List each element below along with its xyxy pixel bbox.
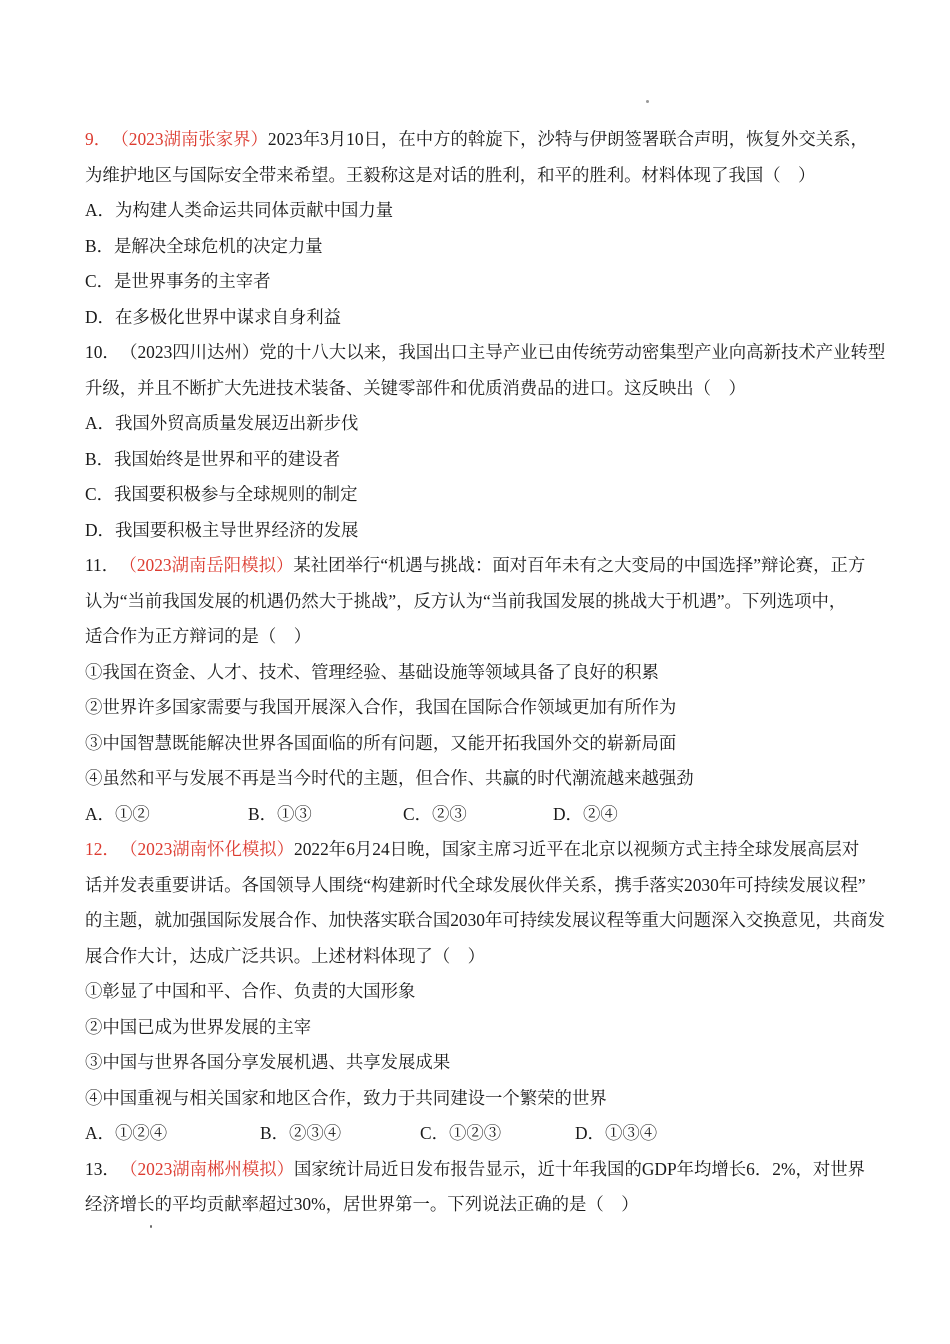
question-9 [85, 122, 895, 335]
stem-line: 的主题，就加强国际发展合作、加快落实联合国2030年可持续发展议程等重大问题深入交换意见，共商发 [85, 910, 885, 930]
answer-choice-d: D．①③④ [575, 1123, 658, 1143]
option-line-b: B．我国始终是世界和平的建设者 [85, 448, 341, 469]
stem-line [85, 335, 895, 371]
sub-option-line-4: ④虽然和平与发展不再是当今时代的主题，但合作、共赢的时代潮流越来越强劲 [85, 768, 694, 788]
question-source: （2023湖南岳阳模拟） [128, 555, 294, 575]
question-number: 9． [85, 129, 112, 149]
question-number: 13． [85, 1158, 120, 1179]
sub-option-line-2: ②世界许多国家需要与我国开展深入合作，我国在国际合作领域更加有所作为 [85, 697, 677, 717]
stem-line [85, 548, 895, 584]
stem-text: 某社团举行“机遇与挑战：面对百年未有之大变局的中国选择”辩论赛，正方 [293, 555, 866, 575]
option-line-b: B．是解决全球危机的决定力量 [85, 235, 323, 256]
page-speck [646, 100, 649, 103]
stem-line: 话并发表重要讲话。各国领导人围绕“构建新时代全球发展伙伴关系，携手落实2030年可持续发展议程” [85, 874, 866, 895]
answer-choice-c: C．①②③ [420, 1123, 502, 1143]
answer-choices-row [85, 1116, 895, 1152]
stem-line [85, 1152, 895, 1188]
stem-line: 适合作为正方辩词的是（ ） [85, 626, 312, 646]
option-line-c: C．我国要积极参与全球规则的制定 [85, 484, 358, 504]
question-source: （2023湖南郴州模拟） [128, 1158, 295, 1179]
answer-choice-b: B．①③ [248, 803, 312, 824]
question-12 [85, 832, 895, 1152]
question-10 [85, 335, 895, 548]
question-11 [85, 548, 895, 832]
question-number: 12． [85, 839, 120, 859]
sub-option-line-1: ①我国在资金、人才、技术、管理经验、基础设施等领域具备了良好的积累 [85, 661, 659, 682]
option-line-d: D．我国要积极主导世界经济的发展 [85, 519, 359, 540]
option-line-a: A．为构建人类命运共同体贡献中国力量 [85, 200, 394, 220]
question-source: （2023湖南怀化模拟） [128, 839, 295, 859]
sub-option-line-3: ③中国与世界各国分享发展机遇、共享发展成果 [85, 1052, 451, 1072]
answer-choice-a: A．①②④ [85, 1123, 168, 1143]
sub-option-line-1: ①彰显了中国和平、合作、负责的大国形象 [85, 981, 416, 1001]
stem-text: 2023年3月10日，在中方的斡旋下，沙特与伊朗签署联合声明，恢复外交关系， [267, 129, 868, 149]
question-13 [85, 1152, 895, 1223]
stem-line: 经济增长的平均贡献率超过30%，居世界第一。下列说法正确的是（ ） [85, 1194, 639, 1214]
sub-option-line-2: ②中国已成为世界发展的主宰 [85, 1016, 312, 1037]
stem-line: 展合作大计，达成广泛共识。上述材料体现了（ ） [85, 945, 485, 966]
sub-option-line-4: ④中国重视与相关国家和地区合作，致力于共同建设一个繁荣的世界 [85, 1087, 607, 1108]
answer-choices-row [85, 797, 895, 833]
question-number: 10． [85, 342, 120, 362]
stem-line [85, 122, 895, 158]
answer-choice-c: C．②③ [403, 803, 467, 824]
answer-choice-d: D．②④ [553, 803, 618, 824]
stem-line: 升级，并且不断扩大先进技术装备、关键零部件和优质消费品的进口。这反映出（ ） [85, 377, 746, 398]
stem-line: 认为“当前我国发展的机遇仍然大于挑战”，反方认为“当前我国发展的挑战大于机遇”。下列选项中， [85, 590, 847, 611]
option-line-c: C．是世界事务的主宰者 [85, 271, 271, 291]
sub-option-line-3: ③中国智慧既能解决世界各国面临的所有问题，又能开拓我国外交的崭新局面 [85, 732, 677, 753]
question-source: （2023四川达州） [128, 342, 260, 362]
option-line-a: A．我国外贸高质量发展迈出新步伐 [85, 413, 359, 433]
stem-text: 国家统计局近日发布报告显示，近十年我国的GDP年均增长6．2%，对世界 [294, 1158, 866, 1179]
stem-line [85, 832, 895, 868]
page-speck [150, 1225, 152, 1228]
question-number: 11． [85, 555, 120, 575]
answer-choice-a: A．①② [85, 803, 150, 824]
answer-choice-b: B．②③④ [260, 1123, 342, 1143]
question-source: （2023湖南张家界） [120, 129, 268, 149]
stem-line: 为维护地区与国际安全带来希望。王毅称这是对话的胜利，和平的胜利。材料体现了我国（ ） [85, 164, 816, 185]
stem-text: 党的十八大以来，我国出口主导产业已由传统劳动密集型产业向高新技术产业转型 [259, 342, 886, 362]
exam-question-list [85, 122, 895, 1223]
stem-text: 2022年6月24日晚，国家主席习近平在北京以视频方式主持全球发展高层对 [294, 839, 860, 859]
option-line-d: D．在多极化世界中谋求自身利益 [85, 306, 342, 327]
